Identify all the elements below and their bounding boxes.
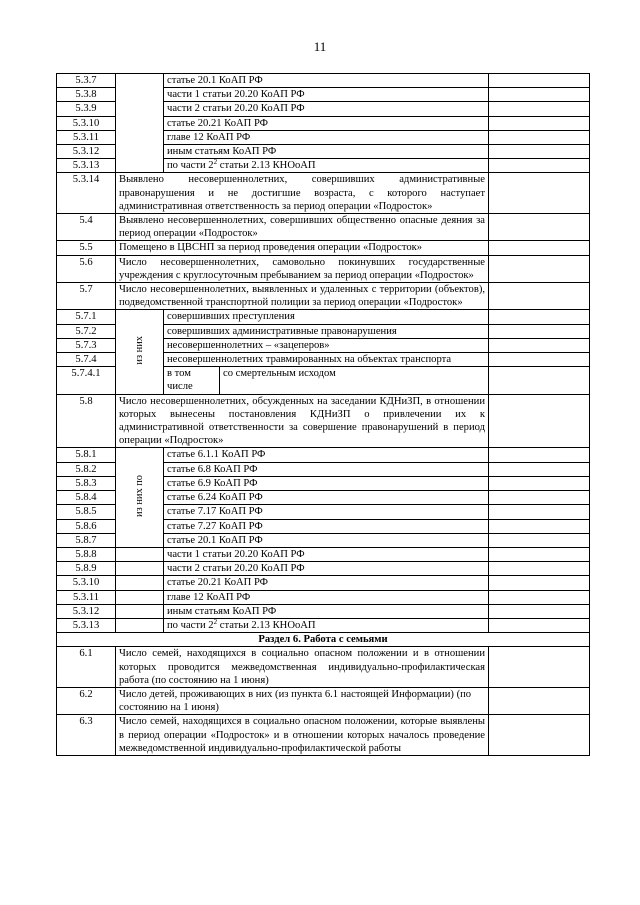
blank-cell xyxy=(116,590,164,604)
value-cell xyxy=(489,476,590,490)
row-number: 5.3.10 xyxy=(57,576,116,590)
row-number: 5.3.12 xyxy=(57,604,116,618)
value-cell xyxy=(489,562,590,576)
row-text: совершивших административные правонарушения xyxy=(164,324,489,338)
value-cell xyxy=(489,394,590,448)
section-title: Раздел 6. Работа с семьями xyxy=(57,633,590,647)
value-cell xyxy=(489,130,590,144)
value-cell xyxy=(489,283,590,310)
row-text: несовершеннолетних – «зацеперов» xyxy=(164,338,489,352)
row-text: Выявлено несовершеннолетних, совершивших общественно опасные деяния за период операции «Подросток» xyxy=(116,214,489,241)
row-number: 6.2 xyxy=(57,687,116,714)
table-row xyxy=(57,590,590,604)
row-text: Число детей, проживающих в них (из пункта 6.1 настоящей Информации) (по состоянию на 1 июня) xyxy=(116,687,489,714)
row-number: 5.3.13 xyxy=(57,618,116,632)
row-number: 5.3.10 xyxy=(57,116,116,130)
table-row xyxy=(57,255,590,282)
row-number: 5.3.7 xyxy=(57,74,116,88)
table-row xyxy=(57,618,590,632)
row-text: статье 6.8 КоАП РФ xyxy=(164,462,489,476)
row-text: главе 12 КоАП РФ xyxy=(164,590,489,604)
row-text: по части $2^2$ статьи 2.13 КНОоАП xyxy=(164,159,489,173)
row-number: 5.8.1 xyxy=(57,448,116,462)
value-cell xyxy=(489,519,590,533)
blank-cell xyxy=(116,562,164,576)
value-cell xyxy=(489,173,590,214)
row-number: 6.3 xyxy=(57,715,116,756)
row-text: части 1 статьи 20.20 КоАП РФ xyxy=(164,88,489,102)
row-number: 5.8.4 xyxy=(57,491,116,505)
row-number: 5.3.13 xyxy=(57,159,116,173)
row-text: Помещено в ЦВСНП за период проведения операции «Подросток» xyxy=(116,241,489,255)
row-text: статье 20.21 КоАП РФ xyxy=(164,116,489,130)
row-text: главе 12 КоАП РФ xyxy=(164,130,489,144)
row-text: совершивших преступления xyxy=(164,310,489,324)
blank-cell xyxy=(116,547,164,561)
value-cell xyxy=(489,116,590,130)
row-number: 5.3.12 xyxy=(57,145,116,159)
group-label-cell xyxy=(116,448,164,547)
row-number: 5.8.6 xyxy=(57,519,116,533)
group-label-cell xyxy=(116,310,164,394)
row-number: 5.7.4.1 xyxy=(57,367,116,394)
row-text: части 1 статьи 20.20 КоАП РФ xyxy=(164,547,489,561)
row-text: части 2 статьи 20.20 КоАП РФ xyxy=(164,562,489,576)
row-text: иным статьям КоАП РФ xyxy=(164,604,489,618)
value-cell xyxy=(489,462,590,476)
value-cell xyxy=(489,604,590,618)
value-cell xyxy=(489,88,590,102)
table-row xyxy=(57,562,590,576)
row-number: 5.8.7 xyxy=(57,533,116,547)
table-row xyxy=(57,715,590,756)
row-subtext-left: в том числе xyxy=(164,367,220,394)
row-number: 5.8 xyxy=(57,394,116,448)
row-text: несовершеннолетних травмированных на объектах транспорта xyxy=(164,353,489,367)
value-cell xyxy=(489,533,590,547)
row-number: 5.7 xyxy=(57,283,116,310)
value-cell xyxy=(489,102,590,116)
row-text: Выявлено несовершеннолетних, совершивших административные правонарушения и не достигшие возраста, с которого наступает административная ответственность за период операции «Подросток» xyxy=(116,173,489,214)
row-text: статье 7.27 КоАП РФ xyxy=(164,519,489,533)
row-number: 5.8.2 xyxy=(57,462,116,476)
value-cell xyxy=(489,214,590,241)
value-cell xyxy=(489,618,590,632)
row-number: 5.7.1 xyxy=(57,310,116,324)
blank-cell xyxy=(116,618,164,632)
value-cell xyxy=(489,367,590,394)
row-text: Число несовершеннолетних, обсужденных на заседании КДНиЗП, в отношении которых вынесены постановления КДНиЗП о привлечении их к административной ответственности за совершение правонарушений в период операции «Подросток» xyxy=(116,394,489,448)
row-text: иным статьям КоАП РФ xyxy=(164,145,489,159)
row-text: статье 20.1 КоАП РФ xyxy=(164,533,489,547)
row-number: 5.8.3 xyxy=(57,476,116,490)
value-cell xyxy=(489,353,590,367)
group-label: из них xyxy=(133,335,145,365)
value-cell xyxy=(489,505,590,519)
value-cell xyxy=(489,590,590,604)
page-number: 11 xyxy=(313,39,327,54)
row-text: статье 6.1.1 КоАП РФ xyxy=(164,448,489,462)
row-text: статье 7.17 КоАП РФ xyxy=(164,505,489,519)
value-cell xyxy=(489,647,590,688)
section-header-row xyxy=(57,633,590,647)
row-text: Число несовершеннолетних, выявленных и удаленных с территории (объектов), подведомственной транспортной полиции за период операции «Подросток» xyxy=(116,283,489,310)
value-cell xyxy=(489,324,590,338)
table-row xyxy=(57,173,590,214)
value-cell xyxy=(489,448,590,462)
row-text: статье 6.24 КоАП РФ xyxy=(164,491,489,505)
row-text: Число несовершеннолетних, самовольно покинувших государственные учреждения с круглосуточным пребыванием за период операции «Подросток» xyxy=(116,255,489,282)
row-text: со смертельным исходом xyxy=(220,367,489,394)
row-number: 5.5 xyxy=(57,241,116,255)
table-row xyxy=(57,604,590,618)
table-row xyxy=(57,241,590,255)
blank-cell xyxy=(116,576,164,590)
row-number: 5.3.9 xyxy=(57,102,116,116)
table-row xyxy=(57,310,590,324)
row-number: 5.7.3 xyxy=(57,338,116,352)
table-row xyxy=(57,576,590,590)
row-number: 5.6 xyxy=(57,255,116,282)
table-row xyxy=(57,547,590,561)
report-table xyxy=(56,73,590,756)
value-cell xyxy=(489,338,590,352)
value-cell xyxy=(489,576,590,590)
row-number: 5.3.11 xyxy=(57,590,116,604)
table-row xyxy=(57,283,590,310)
value-cell xyxy=(489,145,590,159)
row-number: 5.8.8 xyxy=(57,547,116,561)
value-cell xyxy=(489,74,590,88)
row-number: 5.3.8 xyxy=(57,88,116,102)
group-label-cell xyxy=(116,74,164,173)
value-cell xyxy=(489,547,590,561)
row-number: 5.4 xyxy=(57,214,116,241)
row-number: 5.8.9 xyxy=(57,562,116,576)
value-cell xyxy=(489,491,590,505)
row-number: 5.8.5 xyxy=(57,505,116,519)
value-cell xyxy=(489,310,590,324)
row-text: Число семей, находящихся в социально опасном положении, которые выявлены в период операции «Подросток» и в отношении которых началось проведение межведомственной индивидуально-профилактической работы xyxy=(116,715,489,756)
value-cell xyxy=(489,715,590,756)
value-cell xyxy=(489,241,590,255)
value-cell xyxy=(489,159,590,173)
table-row xyxy=(57,214,590,241)
row-text: статье 20.21 КоАП РФ xyxy=(164,576,489,590)
row-text: статье 6.9 КоАП РФ xyxy=(164,476,489,490)
row-number: 5.7.4 xyxy=(57,353,116,367)
table-row xyxy=(57,74,590,88)
row-text: Число семей, находящихся в социально опасном положении и в отношении которых проводится межведомственная индивидуально-профилактическая работа (по состоянию на 1 июня) xyxy=(116,647,489,688)
table-row xyxy=(57,448,590,462)
blank-cell xyxy=(116,604,164,618)
row-number: 5.3.11 xyxy=(57,130,116,144)
value-cell xyxy=(489,255,590,282)
table-row xyxy=(57,394,590,448)
table-row xyxy=(57,647,590,688)
group-label: из них по xyxy=(133,474,145,517)
table-row xyxy=(57,687,590,714)
row-text: по части $2^2$ статьи 2.13 КНОоАП xyxy=(164,618,489,632)
row-text: статье 20.1 КоАП РФ xyxy=(164,74,489,88)
row-number: 5.7.2 xyxy=(57,324,116,338)
row-number: 5.3.14 xyxy=(57,173,116,214)
value-cell xyxy=(489,687,590,714)
row-number: 6.1 xyxy=(57,647,116,688)
row-text: части 2 статьи 20.20 КоАП РФ xyxy=(164,102,489,116)
